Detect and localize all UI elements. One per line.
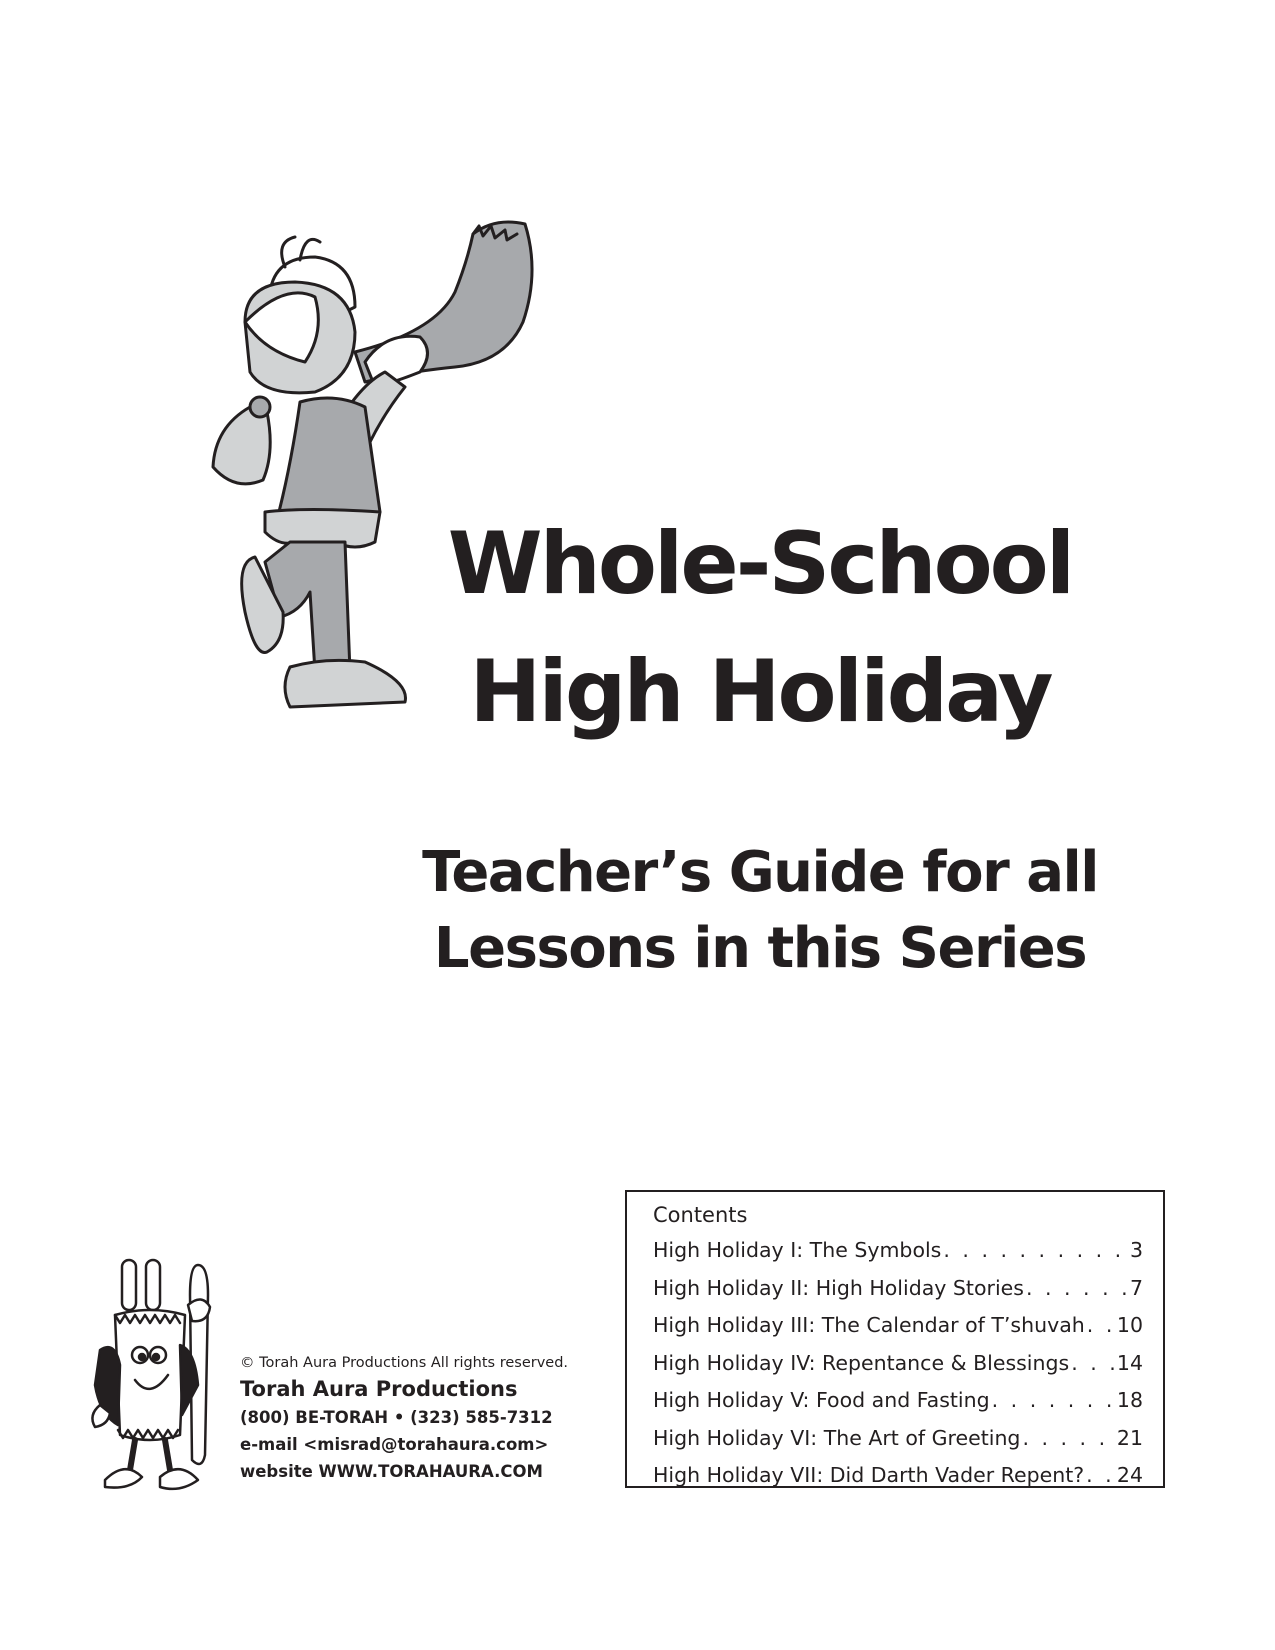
toc-entry[interactable] xyxy=(653,1232,1143,1270)
publisher-website: website WWW.TORAHAURA.COM xyxy=(240,1462,543,1481)
publisher-info xyxy=(240,1352,600,1485)
dot-leader xyxy=(1071,1345,1115,1383)
toc-entry-page: 18 xyxy=(1116,1388,1143,1412)
table-of-contents xyxy=(625,1190,1165,1488)
dot-leader xyxy=(992,1382,1115,1420)
copyright-notice: © Torah Aura Productions All rights reserved. xyxy=(240,1355,569,1371)
toc-entry-title: High Holiday IV: Repentance & Blessings xyxy=(653,1350,1070,1375)
toc-entry-title: High Holiday VII: Did Darth Vader Repent? xyxy=(653,1463,1085,1487)
subtitle-line-1: Teacher’s Guide for all xyxy=(422,840,1098,905)
toc-entry-page: 7 xyxy=(1129,1275,1143,1300)
toc-entry-page: 21 xyxy=(1116,1425,1143,1450)
publisher-name: Torah Aura Productions xyxy=(240,1377,518,1401)
toc-entry[interactable] xyxy=(653,1345,1143,1383)
toc-entry-title: High Holiday VI: The Art of Greeting xyxy=(653,1425,1021,1450)
toc-entry-page: 10 xyxy=(1116,1313,1143,1337)
toc-entry[interactable] xyxy=(653,1382,1143,1420)
toc-entry[interactable] xyxy=(653,1270,1143,1308)
toc-entry-page: 14 xyxy=(1116,1350,1143,1375)
publisher-phone: (800) BE-TORAH • (323) 585-7312 xyxy=(240,1408,553,1427)
toc-entry-title: High Holiday III: The Calendar of T’shuvah xyxy=(653,1313,1085,1337)
toc-entry[interactable] xyxy=(653,1420,1143,1458)
main-title xyxy=(360,500,1160,756)
toc-entry[interactable] xyxy=(653,1307,1143,1345)
contents-heading: Contents xyxy=(653,1203,748,1227)
dot-leader xyxy=(943,1232,1128,1270)
main-title-line-1: Whole-School xyxy=(447,514,1073,614)
dot-leader xyxy=(1087,1307,1115,1345)
torah-mascot-illustration xyxy=(80,1255,230,1500)
toc-entry[interactable] xyxy=(653,1457,1143,1495)
toc-entry-title: High Holiday I: The Symbols xyxy=(653,1238,942,1262)
toc-entry-title: High Holiday II: High Holiday Stories xyxy=(653,1275,1024,1300)
subtitle-line-2: Lessons in this Series xyxy=(433,916,1087,981)
main-title-line-2: High Holiday xyxy=(469,642,1051,742)
toc-entry-page: 3 xyxy=(1129,1238,1143,1262)
dot-leader xyxy=(1026,1270,1128,1308)
subtitle xyxy=(360,835,1160,987)
toc-entry-title: High Holiday V: Food and Fasting xyxy=(653,1388,990,1412)
toc-entry-page: 24 xyxy=(1116,1463,1143,1487)
dot-leader xyxy=(1022,1420,1114,1458)
dot-leader xyxy=(1086,1457,1115,1495)
publisher-email: e-mail <misrad@torahaura.com> xyxy=(240,1435,549,1454)
